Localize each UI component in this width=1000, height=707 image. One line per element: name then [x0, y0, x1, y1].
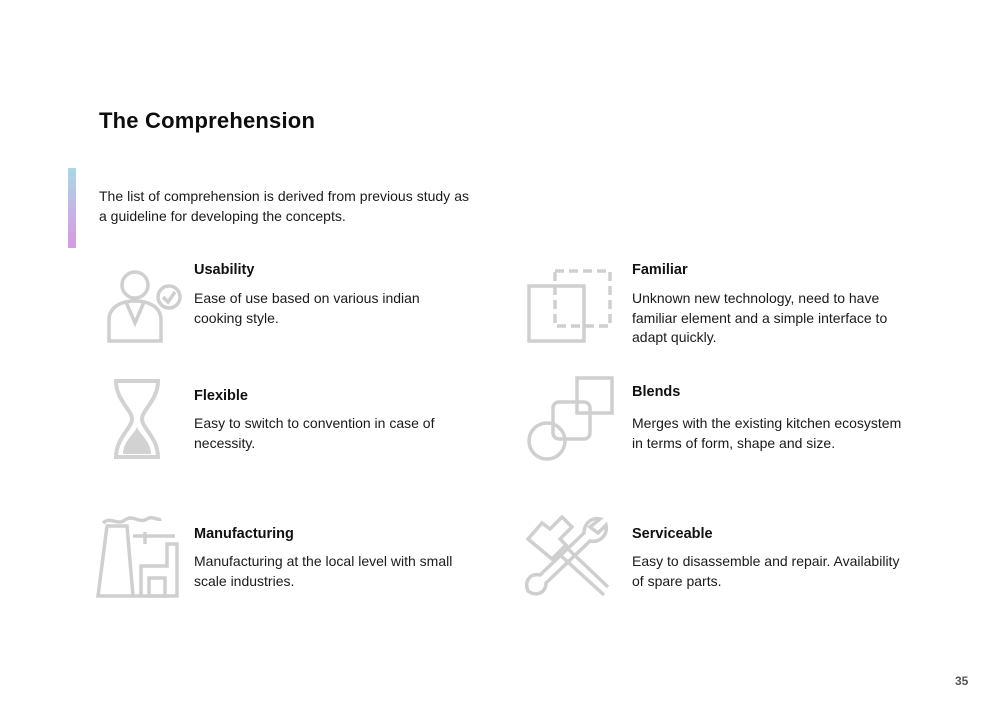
- item-desc-blends: Merges with the existing kitchen ecosystem in terms of form, shape and size.: [632, 415, 902, 451]
- item-title-serviceable: Serviceable: [632, 526, 713, 542]
- factory-icon: [95, 514, 181, 600]
- accent-bar: [68, 168, 76, 248]
- item-title-usability: Usability: [194, 262, 255, 278]
- page-title: The Comprehension: [99, 108, 316, 133]
- user-check-icon: [104, 265, 184, 345]
- item-title-blends: Blends: [632, 384, 681, 400]
- item-desc-manufacturing: Manufacturing at the local level with small scale industries.: [194, 553, 453, 589]
- item-desc-familiar: Unknown new technology, need to have familiar element and a simple interface to adapt quickly.: [632, 290, 888, 345]
- hourglass-icon: [112, 378, 162, 460]
- item-desc-flexible: Easy to switch to convention in case of necessity.: [194, 415, 435, 451]
- item-desc-usability: Ease of use based on various indian cooking style.: [194, 290, 420, 326]
- item-desc-serviceable: Easy to disassemble and repair. Availability of spare parts.: [632, 553, 900, 589]
- item-title-familiar: Familiar: [632, 262, 688, 278]
- item-title-manufacturing: Manufacturing: [194, 526, 294, 542]
- page-number: 35: [955, 674, 969, 688]
- tools-icon: [522, 513, 612, 599]
- intro-text: The list of comprehension is derived from previous study as a guideline for developing the concepts.: [99, 188, 469, 224]
- shapes-icon: [525, 375, 617, 465]
- item-title-flexible: Flexible: [194, 388, 248, 404]
- overlapping-squares-icon: [525, 268, 615, 346]
